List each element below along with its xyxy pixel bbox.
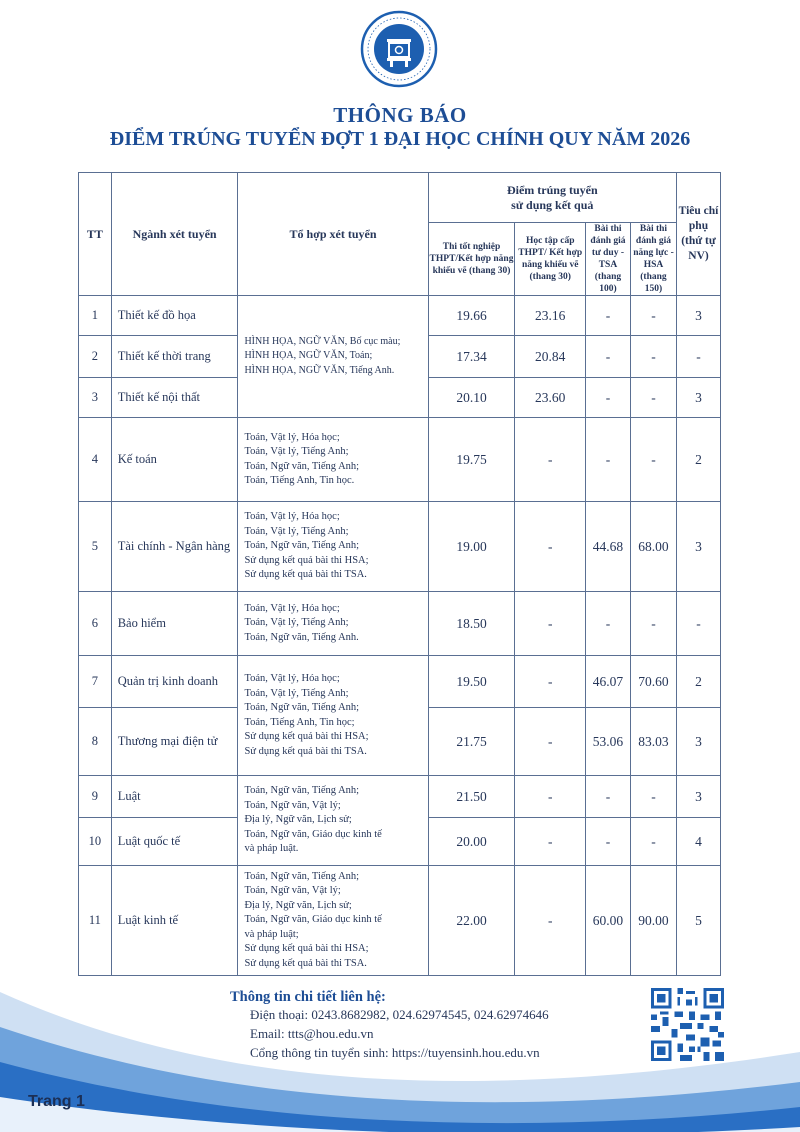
row-hoctap: - [515, 866, 586, 976]
row-hsa: - [630, 776, 676, 818]
row-tt: 6 [79, 592, 112, 656]
row-tt: 5 [79, 502, 112, 592]
page-number: Trang 1 [28, 1093, 85, 1110]
row-tt: 7 [79, 656, 112, 708]
row-criteria: 3 [677, 296, 721, 336]
row-tsa: 44.68 [585, 502, 630, 592]
row-hsa: 70.60 [630, 656, 676, 708]
row-combo [238, 776, 428, 866]
row-hoctap: 23.60 [515, 378, 586, 418]
row-major: Bảo hiểm [111, 592, 238, 656]
table-row [79, 776, 721, 818]
row-tt: 10 [79, 818, 112, 866]
row-major: Thiết kế thời trang [111, 336, 238, 378]
row-hsa: - [630, 818, 676, 866]
row-thpt: 20.00 [428, 818, 515, 866]
row-tsa: 60.00 [585, 866, 630, 976]
row-criteria: 2 [677, 418, 721, 502]
qr-code-icon[interactable] [651, 988, 724, 1061]
page-title: THÔNG BÁO [333, 103, 467, 127]
row-criteria: 2 [677, 656, 721, 708]
table-row [79, 592, 721, 656]
header-combo: Tổ hợp xét tuyển [238, 173, 428, 296]
row-major: Luật kinh tế [111, 866, 238, 976]
row-major: Thiết kế đồ họa [111, 296, 238, 336]
row-thpt: 19.66 [428, 296, 515, 336]
combo-text: Toán, Ngữ văn, Tiếng Anh; Toán, Ngữ văn, Vật lý; Địa lý, Ngữ văn, Lịch sử; Toán, Ngữ văn, Giáo dục kinh tế và pháp luật. [244, 785, 382, 855]
row-combo [238, 418, 428, 502]
row-thpt: 17.34 [428, 336, 515, 378]
row-thpt: 21.75 [428, 708, 515, 776]
row-major: Luật quốc tế [111, 818, 238, 866]
header-score-group [428, 173, 676, 223]
combo-text: HÌNH HỌA, NGỮ VĂN, Bố cục màu; HÌNH HỌA, NGỮ VĂN, Toán; HÌNH HỌA, NGỮ VĂN, Tiếng Anh. [244, 335, 401, 376]
row-criteria: - [677, 592, 721, 656]
row-combo [238, 502, 428, 592]
row-hoctap: - [515, 418, 586, 502]
row-hsa: 68.00 [630, 502, 676, 592]
row-hsa: 90.00 [630, 866, 676, 976]
contact-email[interactable]: Email: ttts@hou.edu.vn [250, 1026, 374, 1041]
row-tt: 2 [79, 336, 112, 378]
row-tt: 3 [79, 378, 112, 418]
row-tt: 11 [79, 866, 112, 976]
row-tsa: 53.06 [585, 708, 630, 776]
row-criteria: 3 [677, 502, 721, 592]
row-criteria: 4 [677, 818, 721, 866]
row-major: Luật [111, 776, 238, 818]
row-tsa: - [585, 818, 630, 866]
row-combo [238, 866, 428, 976]
row-combo [238, 296, 428, 418]
admission-score-table [78, 172, 721, 976]
row-major: Quản trị kinh doanh [111, 656, 238, 708]
table-row [79, 502, 721, 592]
row-thpt: 22.00 [428, 866, 515, 976]
row-hsa: - [630, 418, 676, 502]
row-criteria: - [677, 336, 721, 378]
combo-text: Toán, Vật lý, Hóa học; Toán, Vật lý, Tiếng Anh; Toán, Ngữ văn, Tiếng Anh; Toán, Tiếng Anh, Tin học; Sử dụng kết quả bài thi HSA; Sử dụng kết quả bài thi TSA. [244, 673, 369, 757]
row-tt: 8 [79, 708, 112, 776]
row-criteria: 3 [677, 776, 721, 818]
row-hsa: - [630, 592, 676, 656]
row-tsa: - [585, 592, 630, 656]
row-combo [238, 656, 428, 776]
row-thpt: 19.50 [428, 656, 515, 708]
header-criteria: Tiêu chí phụ (thứ tự NV) [677, 173, 721, 296]
contact-phone: Điện thoại: 0243.8682982, 024.62974545, 024.62974646 [250, 1007, 549, 1022]
combo-text: Toán, Vật lý, Hóa học; Toán, Vật lý, Tiếng Anh; Toán, Ngữ văn, Tiếng Anh; Toán, Tiếng Anh, Tin học. [244, 431, 360, 486]
row-tsa: - [585, 418, 630, 502]
row-thpt: 18.50 [428, 592, 515, 656]
row-hoctap: - [515, 708, 586, 776]
row-thpt: 21.50 [428, 776, 515, 818]
row-tsa: 46.07 [585, 656, 630, 708]
row-tsa: - [585, 776, 630, 818]
contact-title: Thông tin chi tiết liên hệ: [230, 989, 386, 1005]
row-tsa: - [585, 336, 630, 378]
combo-text: Toán, Ngữ văn, Tiếng Anh; Toán, Ngữ văn, Vật lý; Địa lý, Ngữ văn, Lịch sử; Toán, Ngữ văn, Giáo dục kinh tế và pháp luật; Sử dụng kết quả bài thi HSA; Sử dụng kết quả bài thi TSA. [244, 870, 382, 969]
combo-text: Toán, Vật lý, Hóa học; Toán, Vật lý, Tiếng Anh; Toán, Ngữ văn, Tiếng Anh; Sử dụng kết quả bài thi HSA; Sử dụng kết quả bài thi TSA. [244, 511, 369, 581]
header-hoctap: Học tập cấp THPT/ Kết hợp năng khiếu vẽ (thang 30) [515, 223, 586, 296]
row-hsa: - [630, 378, 676, 418]
row-criteria: 5 [677, 866, 721, 976]
row-hoctap: - [515, 818, 586, 866]
header-score-group-line2: sử dụng kết quả [511, 197, 594, 212]
table-row [79, 418, 721, 502]
row-tt: 9 [79, 776, 112, 818]
header-tt: TT [79, 173, 112, 296]
header-hsa: Bài thi đánh giá năng lực - HSA (thang 150) [630, 223, 676, 296]
row-hoctap: 23.16 [515, 296, 586, 336]
page-subtitle: ĐIỂM TRÚNG TUYỂN ĐỢT 1 ĐẠI HỌC CHÍNH QUY NĂM 2026 [109, 128, 691, 150]
row-major: Thiết kế nội thất [111, 378, 238, 418]
table-row [79, 656, 721, 708]
row-tt: 1 [79, 296, 112, 336]
university-seal-icon [360, 10, 438, 88]
row-tsa: - [585, 378, 630, 418]
row-hsa: 83.03 [630, 708, 676, 776]
row-thpt: 19.00 [428, 502, 515, 592]
row-hoctap: - [515, 592, 586, 656]
header-score-group-line1: Điểm trúng tuyển [506, 182, 598, 197]
row-hoctap: - [515, 776, 586, 818]
header-major: Ngành xét tuyển [111, 173, 238, 296]
row-major: Kế toán [111, 418, 238, 502]
combo-text: Toán, Vật lý, Hóa học; Toán, Vật lý, Tiếng Anh; Toán, Ngữ văn, Tiếng Anh. [244, 602, 359, 643]
row-hoctap: - [515, 502, 586, 592]
row-criteria: 3 [677, 378, 721, 418]
row-criteria: 3 [677, 708, 721, 776]
row-hoctap: 20.84 [515, 336, 586, 378]
table-row [79, 866, 721, 976]
row-hsa: - [630, 336, 676, 378]
row-thpt: 20.10 [428, 378, 515, 418]
row-thpt: 19.75 [428, 418, 515, 502]
row-major: Tài chính - Ngân hàng [111, 502, 238, 592]
contact-portal[interactable]: Cổng thông tin tuyển sinh: https://tuyensinh.hou.edu.vn [250, 1045, 540, 1060]
row-combo [238, 592, 428, 656]
row-hsa: - [630, 296, 676, 336]
table-row [79, 296, 721, 336]
row-tt: 4 [79, 418, 112, 502]
header-tsa: Bài thi đánh giá tư duy - TSA (thang 100) [585, 223, 630, 296]
row-hoctap: - [515, 656, 586, 708]
header-thpt: Thi tốt nghiệp THPT/Kết hợp năng khiếu vẽ (thang 30) [428, 223, 515, 296]
row-tsa: - [585, 296, 630, 336]
row-major: Thương mại điện tử [111, 708, 238, 776]
